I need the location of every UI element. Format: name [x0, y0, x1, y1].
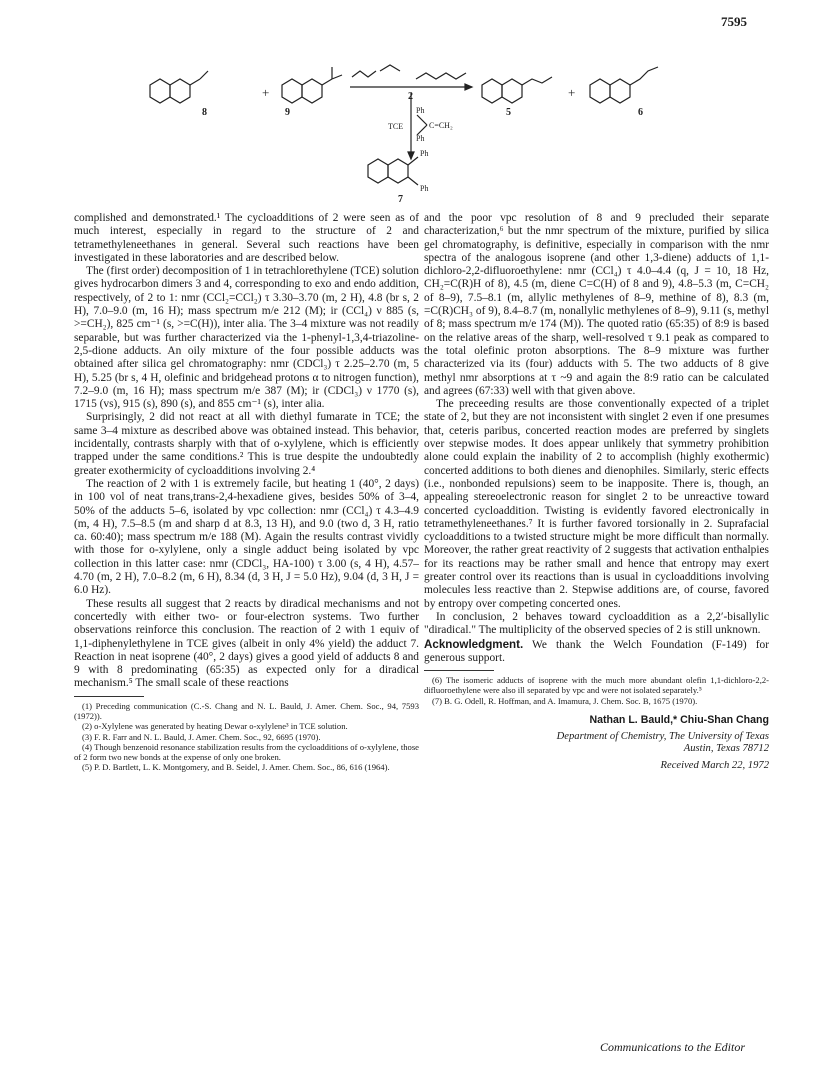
- paragraph: The reaction of 2 with 1 is extremely facile, but heating 1 (40°, 2 days) in 100 vol of neat trans,trans-2,4-hexadiene gives, besides 50% of 3–4, 50% of the adducts 5–6, isolated by vpc collection: nmr (CCl₄) τ 4.3–4.9 (m, 4 H), 7.5–8.5 (m and sharp d at 8.3, 13 H), and 9.0 (two d, 3 H, ratio ca. 60:40); mass spectrum m/e 188 (M). Again the results contrast vividly with those for o-xylylene, only a single adduct being isolated by vpc collection in this latter case: nmr (CDCl₃, HA-100) τ 3.00 (s, 4 H), 4.57–4.70 (m, 2 H), 7.0–8.2 (m, 6 H), 8.34 (d, 3 H, J = 5.0 Hz), 9.04 (d, 3 H, J = 6.0 Hz).: [74, 477, 419, 597]
- label-compound-6: 6: [638, 107, 643, 118]
- label-compound-9: 9: [285, 107, 290, 118]
- footnote: (5) P. D. Bartlett, L. K. Montgomery, and B. Seidel, J. Amer. Chem. Soc., 86, 616 (1964).: [82, 762, 390, 773]
- label-ph-7a: Ph: [420, 149, 429, 158]
- paragraph: These results all suggest that 2 reacts by diradical mechanisms and not concertedly with either two- or four-electron systems. Two further observations reinforce this conclusion. The reaction of 2 with 1 equiv of 1,1-diphenylethylene in TCE gives (albeit in only 4% yield) the adduct 7. Reaction in neat isoprene (40°, 2 days) gives a good yield of adducts 8 and 9 with 8 predominating (65:35) as expected only for a diradical mechanism.⁵ The small scale of these reactions: [74, 597, 419, 690]
- compound-6-structure: [590, 67, 658, 103]
- compound-5-structure: [482, 77, 552, 103]
- plus-sign-1: +: [262, 85, 270, 100]
- label-tce: TCE: [388, 122, 404, 131]
- paragraph: The preceeding results are those conventionally expected of a triplet state of 2, but they are not inconsistent with singlet 2 even if one presumes that, ceteris paribus, concerted reaction modes are preferred by singlets over stepwise modes. It does appear unlikely that symmetry prohibition alone could explain the inability of 2 to accomplish (highly exothermic) concerted additions to both dienes and dienophiles. Similarly, steric effects (i.e., nonbonded repulsions) seem to be inapposite. There is, though, an appealing stereoelectronic reason for singlet 2 to be unreactive toward concerted cycloaddition. Twisting is evidently favored electronically in tetramethyleneethanes.⁷ It is further favored torsionally in 2. Suprafacial cycloadditions to a twisted structure might be more difficult than normally. Moreover, the rather great reactivity of 2 suggests that activation enthalpies for its reactions may be rather small and hence that entropy may exert greater control over its reactions than is usual in cycloadditions involving molecules less reactive than 2. Stepwise additions are, of course, favored by entropy over competing concerted ones.: [424, 398, 769, 610]
- compound-7-structure: [368, 157, 418, 185]
- received-date: Received March 22, 1972: [660, 759, 769, 771]
- footnote: (4) Though benzenoid resonance stabilization results from the cycloadditions of o-xylylene, those of 2 form two new bonds at the expense of only one broken.: [74, 741, 419, 763]
- page-number: 7595: [721, 14, 747, 29]
- label-ph-top: Ph: [416, 106, 425, 115]
- affiliation-line-2: Austin, Texas 78712: [683, 743, 769, 755]
- footnote-rule: [424, 670, 494, 671]
- label-ph-7b: Ph: [420, 184, 429, 193]
- label-ch2: C=CH₂: [429, 121, 453, 130]
- acknowledgment: [424, 638, 769, 666]
- footnote: (6) The isomeric adducts of isoprene with the much more abundant olefin 1,1-dichloro-2,2-difluoroethylene were also ill separated by vpc and were not isolated separately.⁵: [424, 675, 769, 696]
- left-column: [74, 212, 419, 773]
- label-compound-8: 8: [202, 107, 207, 118]
- page-footer: Communications to the Editor: [600, 1040, 745, 1054]
- affiliation-line-1: Department of Chemistry, The University of Texas: [556, 731, 769, 743]
- plus-sign-2: +: [568, 85, 576, 100]
- label-compound-7: 7: [398, 194, 403, 205]
- acknowledgment-text: We thank the Welch Foundation (F-149) for generous support.: [424, 638, 769, 664]
- right-column: [424, 212, 769, 772]
- footnotes-right: [424, 675, 769, 706]
- reaction-scheme: [120, 35, 720, 205]
- label-ph-bottom: Ph: [416, 134, 425, 143]
- label-compound-5: 5: [506, 107, 511, 118]
- footnote-rule: [74, 696, 144, 697]
- footnotes-left: [74, 701, 419, 773]
- footnote: (1) Preceding communication (C.-S. Chang and N. L. Bauld, J. Amer. Chem. Soc., 94, 7593 (1972)).: [74, 700, 419, 721]
- paragraph: In conclusion, 2 behaves toward cycloaddition as a 2,2′-bisallylic "diradical." The multiplicity of the observed species of 2 is still unknown.: [424, 610, 769, 637]
- compound-9-structure: [282, 67, 342, 103]
- label-compound-2: 2: [408, 91, 413, 102]
- footnote: (7) B. G. Odell, R. Hoffman, and A. Imamura, J. Chem. Soc. B, 1675 (1970).: [432, 695, 698, 706]
- footnote: (2) o-Xylylene was generated by heating Dewar o-xylylene³ in TCE solution.: [82, 721, 348, 732]
- authors: Nathan L. Bauld,* Chiu-Shan Chang: [589, 713, 769, 726]
- affiliation: [424, 731, 769, 755]
- paragraph: The (first order) decomposition of 1 in tetrachlorethylene (TCE) solution gives hydrocarbon dimers 3 and 4, corresponding to exo and endo addition, respectively, of 2 to 1: nmr (CCl₂=CCl₂) τ 3.30–3.70 (m, 2 H), 4.8 (br s, 2 H), 7.0–9.0 (m, 16 H); mass spectrum m/e 212 (M); ir (CCl₄) ν 885 (s, >=CH₂), 825 cm⁻¹ (s, >=C(H)), inter alia. The 3–4 mixture was not readily separable, but was further characterized via the 1-phenyl-1,3,4-triazoline-2,5-dione adducts. An oily mixture of the four possible adducts was obtained after silica gel chromatography: nmr (CDCl₃) τ 2.25–2.70 (m, 5 H), 5.25 (br s, 4 H, olefinic and bridgehead protons α to nitrogen function), 7.2–9.0 (m, 16 H); mass spectrum m/e 387 (M); ir (CDCl₃) ν 1770 (s), 1715 (vs), 915 (s), 890 (s), and 855 cm⁻¹ (s), inter alia.: [74, 265, 419, 411]
- acknowledgment-label: Acknowledgment.: [424, 637, 524, 651]
- paragraph: and the poor vpc resolution of 8 and 9 precluded their separate characterization,⁶ but the nmr spectrum of the mixture, purified by silica gel chromatography, is definitive, especially in comparison with the nmr spectra of the analogous isoprene (and other 1,3-diene) adducts of 1,1-dichloro-2,2-difluoroethylene: nmr (CCl₄) τ 4.0–4.4 (q, J = 10, 18 Hz, CH₂=C(R)H of 8), 4.5 (m, diene C=C(H) of 8 and 9), 4.8–5.3 (m, C=CH₂ of 8–9), 7.5–8.1 (m, allylic methylenes of 8–9, methine of 8), 8.3 (m, =C(R)CH₃ of 9), 8.4–8.7 (m, nonallylic methylenes of 8–9), 9.11 (s, methyl of 8; mass spectrum m/e 174 (M)). The quoted ratio (65:35) of 8:9 is based on the relative areas of the sharp, well-resolved τ 9.1 peak as compared to the total olefinic proton absorptions. The 8–9 mixture was further characterized via its (four) adducts with 5. The two adducts of 8 give methyl nmr absorptions at τ ~9 and again the 8:9 ratio can be calculated and agrees (67:33) well with that given above.: [424, 212, 769, 397]
- compound-8-structure: [150, 71, 208, 103]
- paragraph: complished and demonstrated.¹ The cycloadditions of 2 were seen as of much interest, especially in regard to the structure of 2 and tetramethyleneethanes in general. Several such reactions have been investigated in these laboratories and are described below.: [74, 212, 419, 264]
- paragraph: Surprisingly, 2 did not react at all with diethyl fumarate in TCE; the same 3–4 mixture as described above was obtained instead. This behavior, incidentally, contrasts sharply with that of o-xylylene, which is efficiently trapped under the same conditions.² This is true despite the undoubtedly greater exothermicity of cycloadditions involving 2.⁴: [74, 411, 419, 477]
- footnote: (3) F. R. Farr and N. L. Bauld, J. Amer. Chem. Soc., 92, 6695 (1970).: [82, 731, 321, 742]
